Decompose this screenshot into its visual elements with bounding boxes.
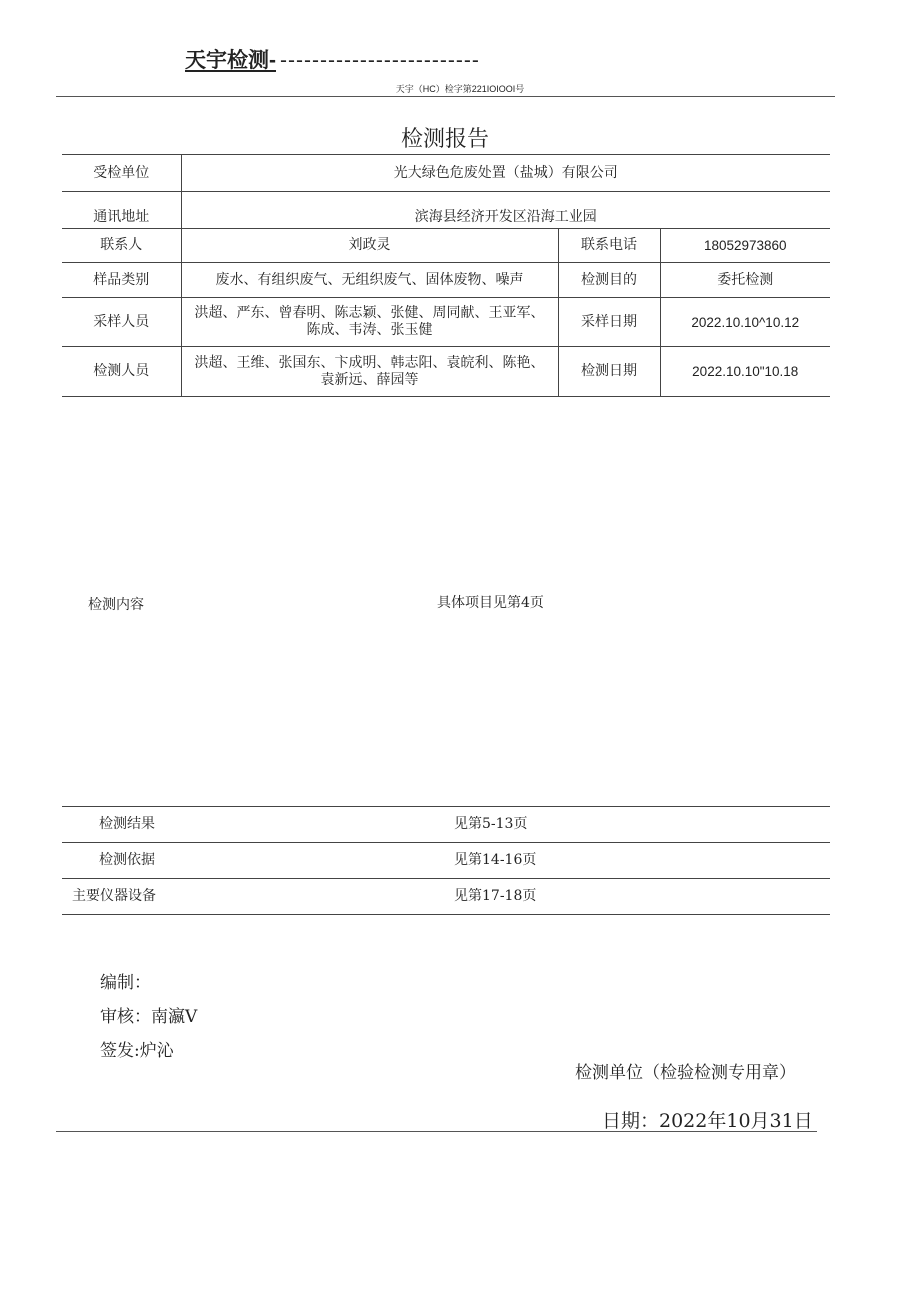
sampling-date-label: 采样日期 bbox=[558, 298, 660, 347]
equipment-value: 见第17-18页 bbox=[192, 879, 830, 915]
header-brand bbox=[185, 44, 480, 74]
sample-type-value: 废水、有组织废气、无组织废气、固体废物、噪声 bbox=[181, 263, 558, 298]
sample-type-label: 样品类别 bbox=[62, 263, 181, 298]
purpose-label: 检测目的 bbox=[558, 263, 660, 298]
address-label: 通讯地址 bbox=[62, 192, 181, 229]
client-label: 受检单位 bbox=[62, 155, 181, 192]
report-date: 日期：2022年10月31日 bbox=[602, 1110, 813, 1132]
contact-label: 联系人 bbox=[62, 229, 181, 263]
table-row bbox=[62, 263, 830, 298]
table-row bbox=[62, 192, 830, 229]
table-row bbox=[62, 155, 830, 192]
results-value: 见第5-13页 bbox=[192, 807, 830, 843]
table-row bbox=[62, 807, 830, 843]
contact-value: 刘政灵 bbox=[181, 229, 558, 263]
table-row bbox=[62, 843, 830, 879]
brand-name: 天宇检测- bbox=[185, 49, 276, 72]
header-divider bbox=[56, 96, 835, 97]
purpose-value: 委托检测 bbox=[660, 263, 830, 298]
table-row bbox=[62, 298, 830, 347]
phone-value: 18052973860 bbox=[660, 229, 830, 263]
footer-divider bbox=[56, 1131, 817, 1132]
compiled-by: 编制： bbox=[100, 973, 151, 993]
basis-label: 检测依据 bbox=[62, 843, 192, 879]
content-label: 检测内容 bbox=[88, 597, 144, 613]
address-value: 滨海县经济开发区沿海工业园 bbox=[181, 192, 830, 229]
testers-value: 洪超、王维、张国东、卞成明、韩志阳、袁皖利、陈艳、袁新远、薛园等 bbox=[181, 347, 558, 397]
report-number: 天宇（HC）检字第221IOIOOI号 bbox=[395, 84, 525, 94]
phone-label: 联系电话 bbox=[558, 229, 660, 263]
stamp-label: 检测单位（检验检测专用章） bbox=[575, 1063, 796, 1083]
samplers-value: 洪超、严东、曾春明、陈志颖、张健、周同献、王亚军、陈成、韦涛、张玉健 bbox=[181, 298, 558, 347]
results-label: 检测结果 bbox=[62, 807, 192, 843]
issued-by: 签发:炉沁 bbox=[100, 1041, 174, 1061]
results-table bbox=[62, 806, 830, 915]
sampling-date-value: 2022.10.10^10.12 bbox=[660, 298, 830, 347]
table-row bbox=[62, 347, 830, 397]
equipment-label: 主要仪器设备 bbox=[62, 879, 192, 915]
test-date-value: 2022.10.10"10.18 bbox=[660, 347, 830, 397]
page-title: 检测报告 bbox=[400, 127, 489, 152]
testers-label: 检测人员 bbox=[62, 347, 181, 397]
basis-value: 见第14-16页 bbox=[192, 843, 830, 879]
samplers-label: 采样人员 bbox=[62, 298, 181, 347]
test-date-label: 检测日期 bbox=[558, 347, 660, 397]
table-row bbox=[62, 879, 830, 915]
reviewed-by: 审核：南瀛V bbox=[100, 1007, 198, 1027]
brand-dashes: ------------------------- bbox=[280, 49, 480, 72]
client-value: 光大绿色危废处置（盐城）有限公司 bbox=[181, 155, 830, 192]
content-value: 具体项目见第4页 bbox=[437, 595, 544, 611]
info-table bbox=[62, 154, 830, 397]
table-row bbox=[62, 229, 830, 263]
